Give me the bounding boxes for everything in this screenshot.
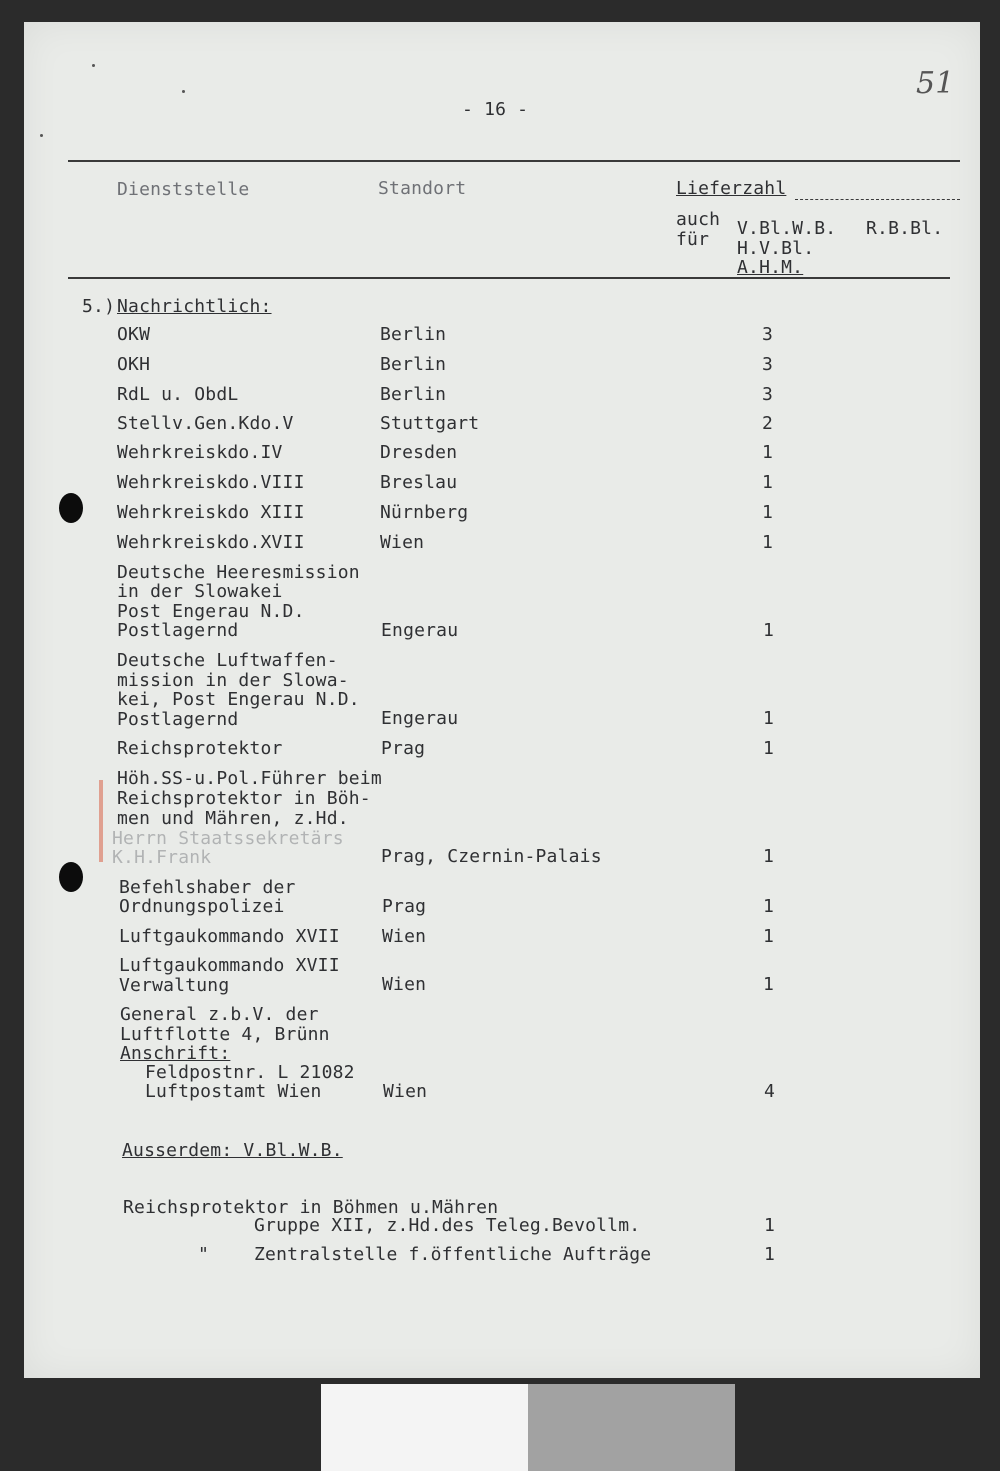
row-zahl: 3 — [762, 384, 774, 405]
row-name-line: Luftgaukommando XVII — [119, 955, 340, 976]
section-heading: Nachrichtlich: — [117, 296, 272, 317]
row-zahl: 1 — [763, 738, 775, 759]
white-calibration-swatch — [321, 1384, 528, 1471]
col-header-lieferzahl: Lieferzahl — [676, 178, 787, 199]
row-name: RdL u. ObdL — [117, 384, 239, 405]
row-name-line: Deutsche Heeresmission — [117, 562, 360, 583]
row-name-line: Reichsprotektor in Böh- — [117, 788, 371, 809]
row-zahl: 3 — [762, 324, 774, 345]
row-standort: Engerau — [381, 708, 459, 729]
row-standort: Wien — [380, 532, 425, 553]
row-zahl: 1 — [762, 442, 774, 463]
row-zahl: 1 — [763, 708, 775, 729]
row-standort: Wien — [382, 926, 427, 947]
row-standort: Wien — [383, 1081, 428, 1102]
paper-speck — [92, 64, 95, 67]
row-name-line: Postlagernd — [117, 620, 239, 641]
row-name: OKH — [117, 354, 151, 375]
row-name-line: Anschrift: — [120, 1043, 231, 1064]
row-name-line: Post Engerau N.D. — [117, 601, 305, 622]
row-zahl: 1 — [763, 846, 775, 867]
row-name-line: men und Mähren, z.Hd. — [117, 808, 349, 829]
row-name-line: Verwaltung — [119, 975, 230, 996]
row-name: Wehrkreiskdo.XVII — [117, 532, 305, 553]
row-standort: Dresden — [380, 442, 458, 463]
header-top-rule — [68, 160, 960, 162]
row-name-line: Feldpostnr. L 21082 — [145, 1062, 355, 1083]
col-header-hvbl: H.V.Bl. — [737, 238, 815, 259]
row-name-line: Postlagernd — [117, 709, 239, 730]
row-standort: Stuttgart — [380, 413, 480, 434]
row-name-line: kei, Post Engerau N.D. — [117, 689, 360, 710]
row-standort: Prag — [381, 738, 426, 759]
row-name-line: in der Slowakei — [117, 581, 283, 602]
row-name: OKW — [117, 324, 151, 345]
row-name-line: Luftgaukommando XVII — [119, 926, 340, 947]
lieferzahl-rule — [795, 199, 960, 200]
ausserdem-heading: Ausserdem: V.Bl.W.B. — [122, 1140, 343, 1161]
punch-hole — [59, 862, 83, 892]
col-header-vblwb: V.Bl.W.B. — [737, 218, 837, 239]
row-name: Wehrkreiskdo.IV — [117, 442, 283, 463]
row-standort: Berlin — [380, 324, 447, 345]
red-pencil-mark — [99, 780, 103, 862]
row-standort: Berlin — [380, 354, 447, 375]
page-number: - 16 - — [462, 99, 529, 120]
section-number: 5.) — [82, 296, 116, 317]
ausserdem-line: Reichsprotektor in Böhmen u.Mähren — [123, 1197, 499, 1218]
ditto-mark: " — [198, 1244, 210, 1265]
row-standort: Berlin — [380, 384, 447, 405]
row-name: Stellv.Gen.Kdo.V — [117, 413, 294, 434]
row-name-line: Höh.SS-u.Pol.Führer beim — [117, 768, 382, 789]
row-zahl: 1 — [762, 532, 774, 553]
row-zahl: 1 — [763, 896, 775, 917]
ausserdem-zahl: 1 — [764, 1244, 776, 1265]
row-name: Wehrkreiskdo.VIII — [117, 472, 305, 493]
ausserdem-zahl: 1 — [764, 1215, 776, 1236]
col-header-auch: auch — [676, 209, 721, 230]
row-zahl: 1 — [763, 926, 775, 947]
row-name-line: Luftpostamt Wien — [145, 1081, 322, 1102]
row-name-line: mission in der Slowa- — [117, 670, 349, 691]
row-standort: Nürnberg — [380, 502, 469, 523]
punch-hole — [59, 493, 83, 523]
row-name-line: Reichsprotektor — [117, 738, 283, 759]
header-bottom-rule — [68, 277, 950, 279]
gray-calibration-swatch — [528, 1384, 735, 1471]
row-zahl: 1 — [763, 620, 775, 641]
row-standort: Breslau — [380, 472, 458, 493]
row-zahl: 4 — [764, 1081, 776, 1102]
paper-speck — [182, 90, 185, 93]
col-header-dienststelle: Dienststelle — [117, 179, 250, 200]
row-zahl: 3 — [762, 354, 774, 375]
row-name-line: General z.b.V. der — [120, 1004, 319, 1025]
row-zahl: 1 — [762, 472, 774, 493]
row-zahl: 2 — [762, 413, 774, 434]
col-header-ahm: A.H.M. — [737, 257, 804, 278]
row-zahl: 1 — [762, 502, 774, 523]
row-name-line: Ordnungspolizei — [119, 896, 285, 917]
row-standort: Prag, Czernin-Palais — [381, 846, 602, 867]
row-name-line: K.H.Frank — [112, 847, 212, 868]
col-header-rbbl: R.B.Bl. — [866, 218, 944, 239]
row-standort: Prag — [382, 896, 427, 917]
ausserdem-line: Zentralstelle f.öffentliche Aufträge — [254, 1244, 652, 1265]
row-name-line: Befehlshaber der — [119, 877, 296, 898]
row-standort: Wien — [382, 974, 427, 995]
row-name-line: Luftflotte 4, Brünn — [120, 1024, 330, 1045]
row-standort: Engerau — [381, 620, 459, 641]
col-header-standort: Standort — [378, 178, 467, 199]
col-header-fuer: für — [676, 229, 710, 250]
row-name-line: Deutsche Luftwaffen- — [117, 650, 338, 671]
row-name-line: Herrn Staatssekretärs — [112, 828, 344, 849]
paper-speck — [40, 134, 43, 137]
row-zahl: 1 — [763, 974, 775, 995]
row-name: Wehrkreiskdo XIII — [117, 502, 305, 523]
handwritten-page-number: 51 — [916, 66, 955, 101]
ausserdem-line: Gruppe XII, z.Hd.des Teleg.Bevollm. — [254, 1215, 641, 1236]
